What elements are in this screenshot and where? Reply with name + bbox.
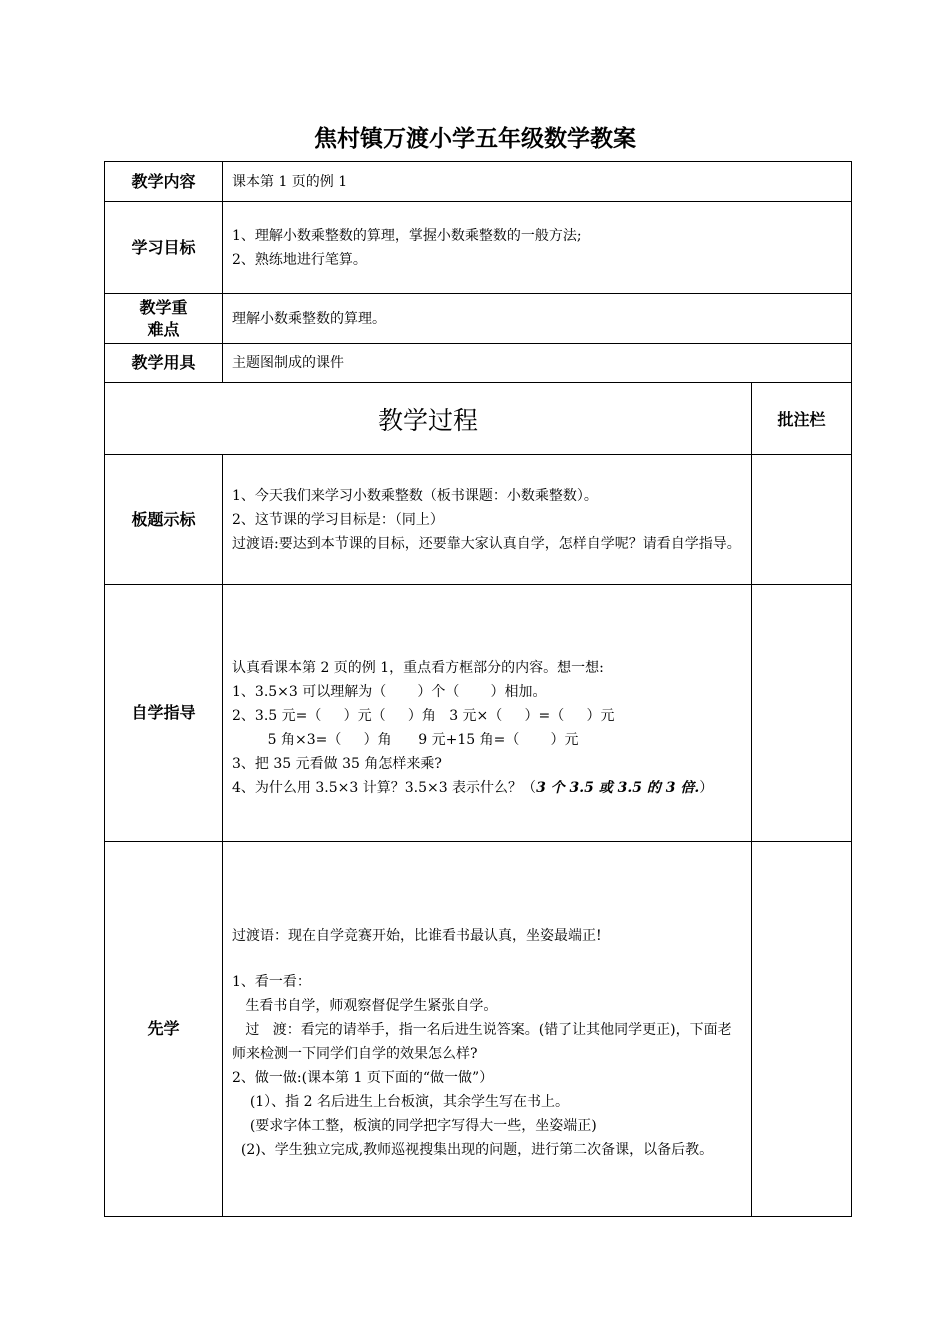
board-line: 2、这节课的学习目标是：（同上） bbox=[232, 511, 444, 528]
board-line: 1、今天我们来学习小数乘整数（板书课题：小数乘整数）。 bbox=[232, 487, 598, 504]
lesson-plan-table bbox=[104, 161, 852, 1217]
preview-line: 过 渡：看完的请举手，指一名后进生说答案。(错了让其他同学更正)，下面老师来检测一下同学们自学的效果怎么样? bbox=[232, 1021, 732, 1062]
row-teaching-tools bbox=[105, 344, 852, 383]
preview-line: 生看书自学，师观察督促学生紧张自学。 bbox=[232, 997, 498, 1014]
label-teaching-tools: 教学用具 bbox=[105, 344, 223, 383]
label-key-points bbox=[105, 294, 223, 344]
label-key-points-line2: 难点 bbox=[147, 319, 180, 339]
value-teaching-tools: 主题图制成的课件 bbox=[223, 344, 852, 383]
value-preview-study bbox=[223, 842, 752, 1217]
preview-line: (要求字体工整，板演的同学把字写得大一些，坐姿端正) bbox=[232, 1117, 597, 1134]
guide-q4-close: ） bbox=[699, 780, 714, 796]
value-learning-goals bbox=[223, 202, 852, 294]
preview-line: 1、看一看： bbox=[232, 973, 311, 990]
preview-intro: 过渡语：现在自学竞赛开始，比谁看书最认真，坐姿最端正! bbox=[232, 927, 602, 944]
label-board-title: 板题示标 bbox=[105, 455, 223, 585]
goal-line: 1、理解小数乘整数的算理，掌握小数乘整数的一般方法; bbox=[232, 227, 582, 244]
guide-line: 认真看课本第 2 页的例 1，重点看方框部分的内容。想一想: bbox=[232, 660, 604, 676]
goal-line: 2、熟练地进行笔算。 bbox=[232, 251, 367, 268]
board-line: 过渡语:要达到本节课的目标，还要靠大家认真自学，怎样自学呢？请看自学指导。 bbox=[232, 535, 741, 552]
guide-line: 5 角×3=（ ）角 9 元+15 角=（ ）元 bbox=[232, 732, 579, 748]
guide-q4-answer: 3 个 3.5 或 3.5 的 3 倍. bbox=[536, 780, 700, 796]
row-key-points bbox=[105, 294, 852, 344]
value-board-title bbox=[223, 455, 752, 585]
row-preview-study bbox=[105, 842, 852, 1217]
value-self-study-guide bbox=[223, 585, 752, 842]
row-board-title bbox=[105, 455, 852, 585]
preview-line: (2)、学生独立完成,教师巡视搜集出现的问题，进行第二次备课，以备后教。 bbox=[232, 1141, 714, 1158]
label-preview-study: 先学 bbox=[105, 842, 223, 1217]
value-teaching-content: 课本第 1 页的例 1 bbox=[223, 162, 852, 202]
notes-cell bbox=[752, 842, 852, 1217]
preview-line: 2、做一做:(课本第 1 页下面的“做一做”） bbox=[232, 1069, 494, 1086]
value-key-points: 理解小数乘整数的算理。 bbox=[223, 294, 852, 344]
page-title: 焦村镇万渡小学五年级数学教案 bbox=[314, 126, 636, 152]
label-learning-goals: 学习目标 bbox=[105, 202, 223, 294]
label-key-points-line1: 教学重 bbox=[139, 297, 188, 317]
guide-line: 3、把 35 元看做 35 角怎样来乘? bbox=[232, 756, 442, 772]
notes-header: 批注栏 bbox=[752, 383, 852, 455]
label-self-study-guide: 自学指导 bbox=[105, 585, 223, 842]
label-teaching-content: 教学内容 bbox=[105, 162, 223, 202]
guide-line: 1、3.5×3 可以理解为（ ）个（ ）相加。 bbox=[232, 684, 547, 700]
row-process-header bbox=[105, 383, 852, 455]
guide-q4-text: 4、为什么用 3.5×3 计算？3.5×3 表示什么？（ bbox=[232, 780, 537, 796]
row-self-study-guide bbox=[105, 585, 852, 842]
row-learning-goals bbox=[105, 202, 852, 294]
process-header: 教学过程 bbox=[105, 383, 752, 455]
guide-question-4 bbox=[232, 776, 743, 800]
notes-cell bbox=[752, 585, 852, 842]
notes-cell bbox=[752, 455, 852, 585]
guide-line: 2、3.5 元=（ ）元（ ）角 3 元×（ ）=（ ）元 bbox=[232, 708, 615, 724]
preview-line: (1）、指 2 名后进生上台板演，其余学生写在书上。 bbox=[232, 1093, 569, 1110]
row-teaching-content bbox=[105, 162, 852, 202]
